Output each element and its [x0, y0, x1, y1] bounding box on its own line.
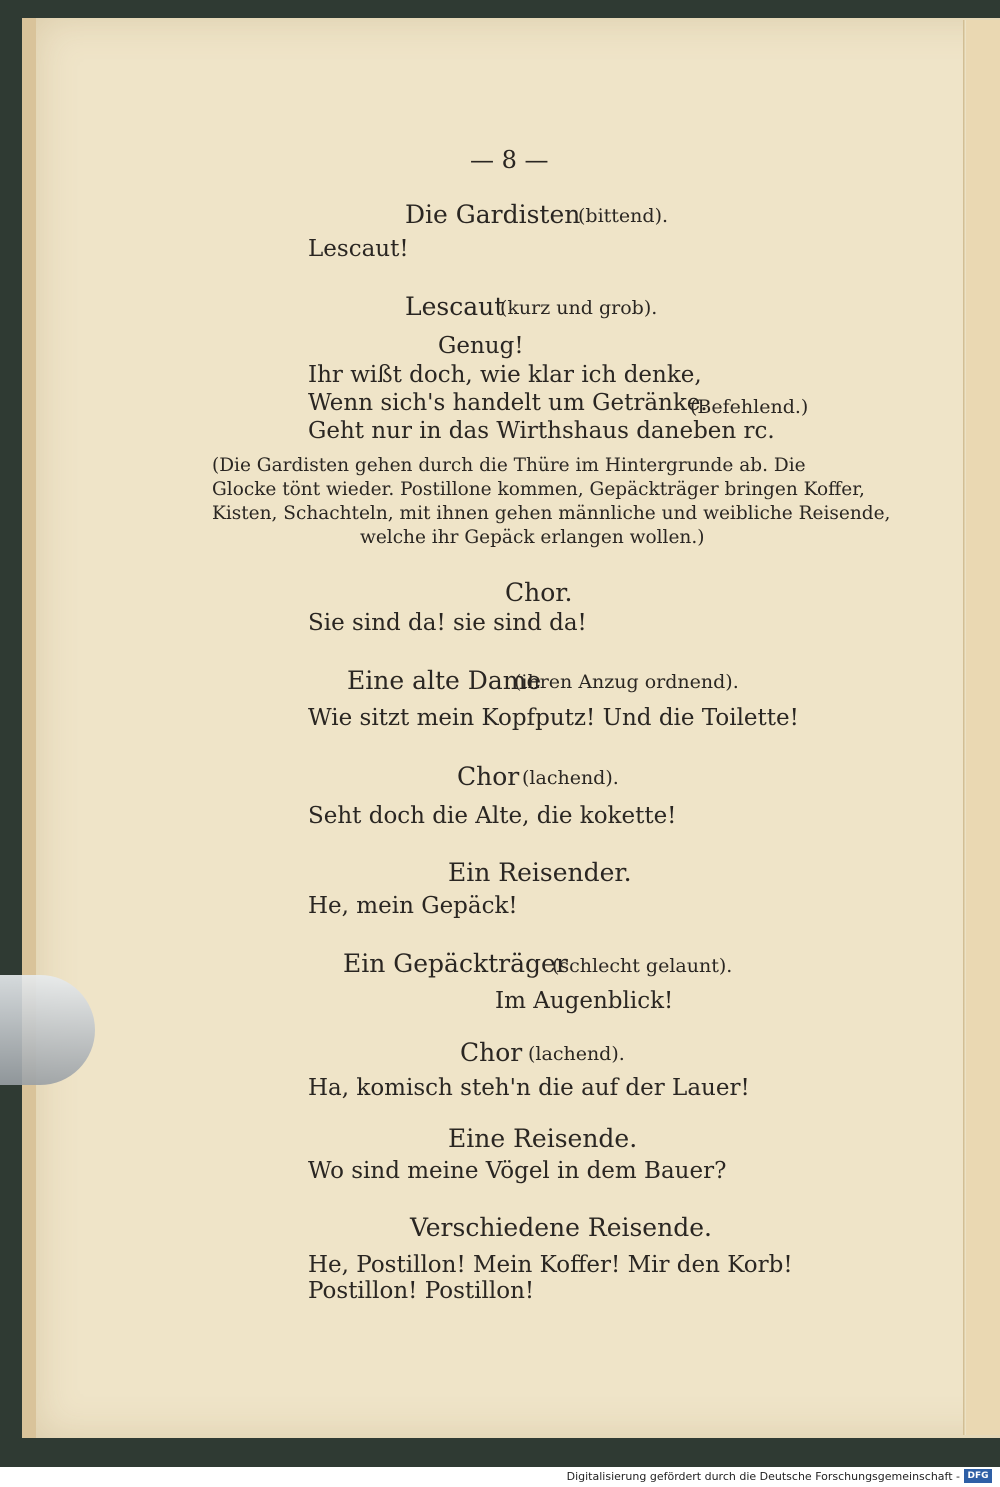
- verse-line: Lescaut!: [308, 236, 409, 262]
- stage-direction-paragraph: (Die Gardisten gehen durch die Thüre im Hintergrunde ab. Die: [212, 455, 806, 476]
- verse-line: Genug!: [438, 333, 524, 359]
- stage-direction: (kurz und grob).: [500, 297, 658, 319]
- speaker-heading: Chor: [460, 1038, 523, 1067]
- verse-line: He, mein Gepäck!: [308, 893, 518, 919]
- stage-direction-paragraph: Glocke tönt wieder. Postillone kommen, Gepäckträger bringen Koffer,: [212, 479, 865, 500]
- stage-direction: (lachend).: [528, 1043, 625, 1065]
- speaker-heading: Eine alte Dame: [347, 666, 542, 695]
- verse-line: Wo sind meine Vögel in dem Bauer?: [308, 1158, 727, 1184]
- stage-direction: (bittend).: [578, 205, 669, 227]
- footer-credit: Digitalisierung gefördert durch die Deutsche Forschungsgemeinschaft -: [566, 1470, 960, 1483]
- verse-line: Geht nur in das Wirthshaus daneben rc.: [308, 418, 775, 444]
- stage-direction-paragraph: welche ihr Gepäck erlangen wollen.): [360, 527, 705, 548]
- speaker-heading: Ein Reisender.: [448, 858, 632, 887]
- verse-line: Sie sind da! sie sind da!: [308, 610, 587, 636]
- speaker-heading: Lescaut: [405, 292, 505, 321]
- verse-line: Postillon! Postillon!: [308, 1278, 535, 1304]
- verse-line: Im Augenblick!: [495, 988, 674, 1014]
- stage-direction: (lachend).: [522, 767, 619, 789]
- speaker-heading: Chor.: [505, 578, 573, 607]
- verse-line: Seht doch die Alte, die kokette!: [308, 803, 677, 829]
- facing-page-edge: [966, 20, 1000, 1435]
- verse-line: Ha, komisch steh'n die auf der Lauer!: [308, 1075, 750, 1101]
- stage-direction: (Befehlend.): [690, 396, 809, 418]
- speaker-heading: Eine Reisende.: [448, 1124, 638, 1153]
- speaker-heading: Verschiedene Reisende.: [410, 1213, 712, 1242]
- stage-direction-paragraph: Kisten, Schachteln, mit ihnen gehen männliche und weibliche Reisende,: [212, 503, 891, 524]
- speaker-heading: Ein Gepäckträger: [343, 949, 568, 978]
- dfg-logo: DFG: [964, 1469, 992, 1483]
- stage-direction: (schlecht gelaunt).: [552, 955, 733, 977]
- stage-direction: (ihren Anzug ordnend).: [514, 671, 739, 693]
- page-number: — 8 —: [470, 146, 549, 174]
- verse-line: Wie sitzt mein Kopfputz! Und die Toilette!: [308, 705, 799, 731]
- verse-line: Ihr wißt doch, wie klar ich denke,: [308, 362, 702, 388]
- speaker-heading: Die Gardisten: [405, 200, 581, 229]
- verse-line: He, Postillon! Mein Koffer! Mir den Korb!: [308, 1252, 793, 1278]
- verse-line: Wenn sich's handelt um Getränke.: [308, 390, 708, 416]
- speaker-heading: Chor: [457, 762, 520, 791]
